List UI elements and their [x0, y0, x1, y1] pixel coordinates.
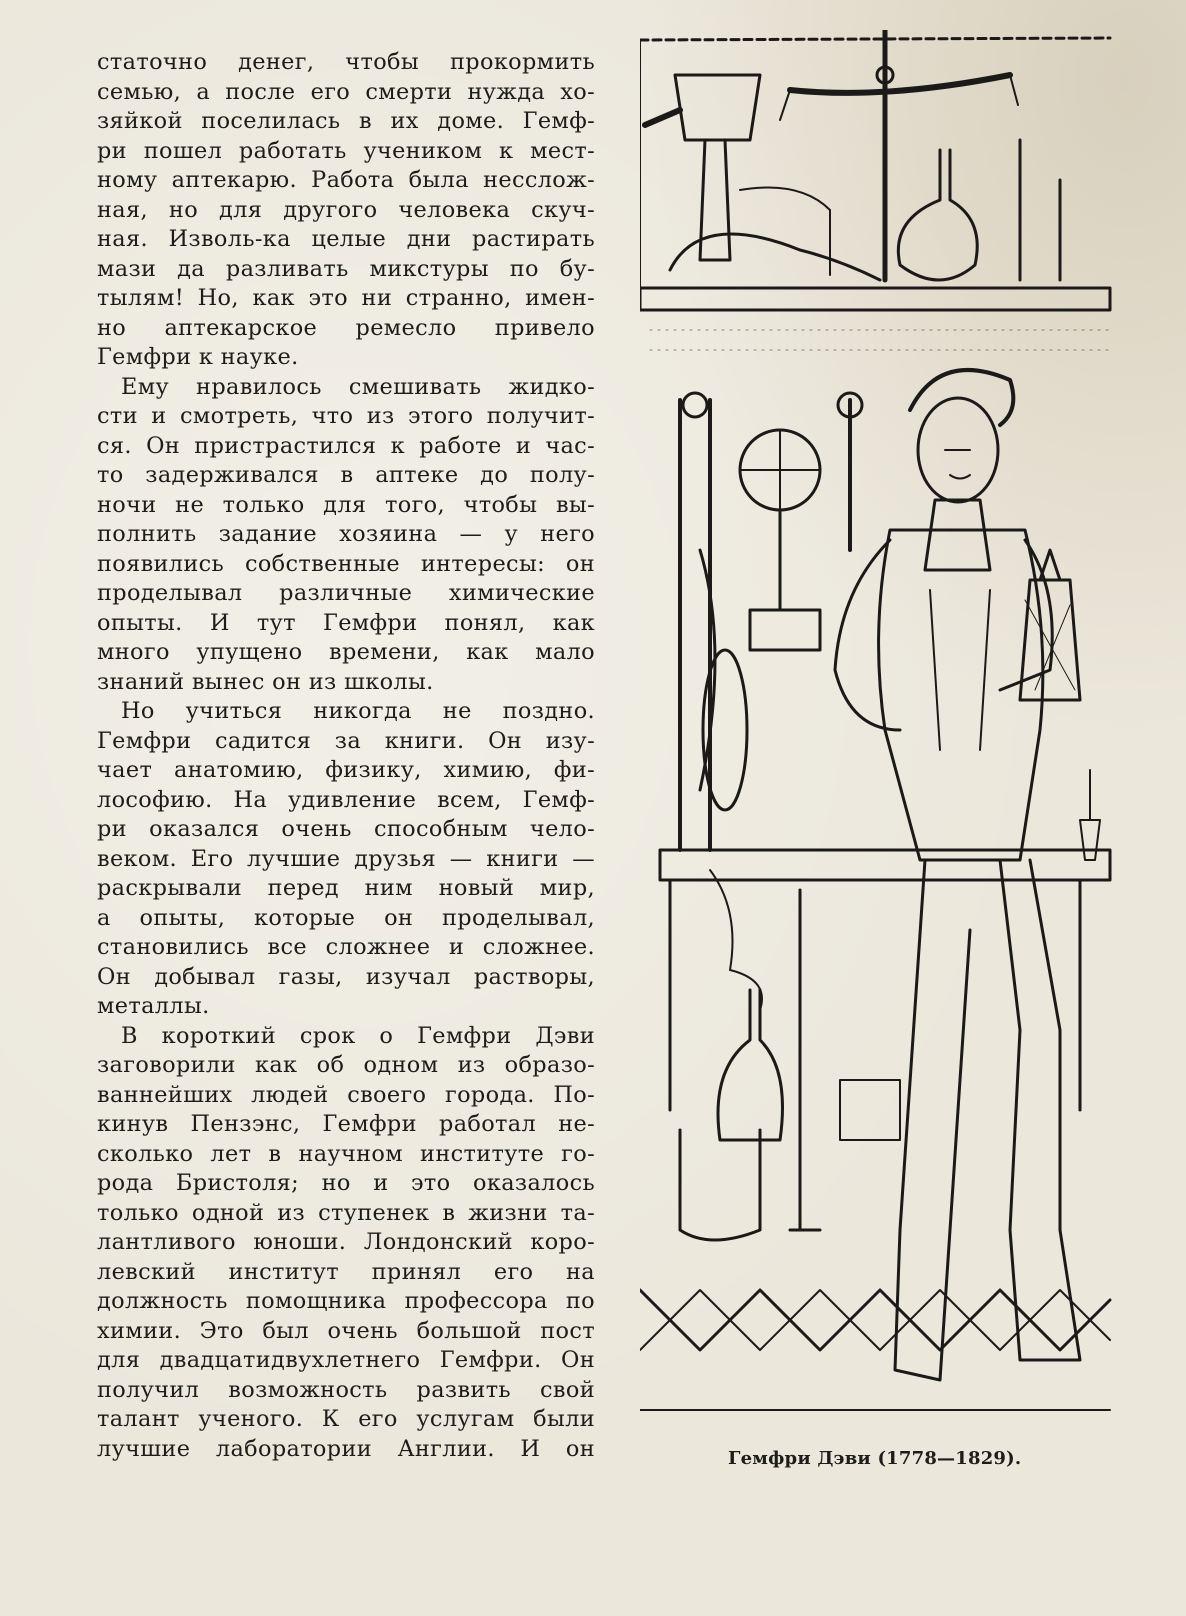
text-line: чает анатомию, физику, химию, фи-	[97, 757, 595, 783]
text-line: химии. Это был очень большой пост	[97, 1317, 595, 1344]
text-line: сти и смотреть, что из этого получит-	[97, 403, 595, 429]
text-line: ная. Изволь-ка целые дни растирать	[97, 226, 595, 252]
text-line: ная, но для другого человека скуч-	[97, 196, 595, 223]
text-line: много упущено времени, как мало	[97, 639, 595, 665]
text-line: проделывал различные химические	[97, 580, 595, 606]
text-line: левский институт принял его на	[97, 1258, 595, 1285]
humphry-davy-illustration	[640, 30, 1140, 1435]
text-line: раскрывали перед ним новый мир,	[97, 875, 595, 901]
text-line: ваннейших людей своего города. По-	[97, 1081, 595, 1108]
text-line: лософию. На удивление всем, Гемф-	[97, 786, 595, 813]
text-line: статочно денег, чтобы прокормить	[97, 49, 595, 75]
text-line: ному аптекарю. Работа была несслож-	[97, 167, 595, 193]
text-line: ся. Он пристрастился к работе и час-	[97, 432, 595, 459]
text-line: становились все сложнее и сложнее.	[97, 934, 595, 960]
text-line: Гемфри к науке.	[97, 344, 299, 370]
text-line: то задерживался в аптеке до полу-	[97, 462, 595, 488]
paragraph-start-line: Ему нравилось смешивать жидко-	[121, 373, 595, 400]
text-line: ночи не только для того, чтобы вы-	[97, 491, 595, 518]
text-line: опыты. И тут Гемфри понял, как	[97, 609, 595, 636]
text-line: а опыты, которые он проделывал,	[97, 904, 595, 931]
text-line: семью, а после его смерти нужда хо-	[97, 78, 595, 105]
text-line: ри пошел работать учеником к мест-	[97, 137, 595, 164]
paragraph-start-line: В короткий срок о Гемфри Дэви	[121, 1022, 595, 1049]
text-line: Гемфри садится за книги. Он изу-	[97, 727, 595, 754]
text-line: металлы.	[97, 993, 210, 1019]
text-line: мази да разливать микстуры по бу-	[97, 255, 595, 282]
text-line: сколько лет в научном институте го-	[97, 1140, 595, 1167]
text-line: Он добывал газы, изучал растворы,	[97, 963, 595, 990]
text-line: лучшие лаборатории Англии. И он	[97, 1435, 595, 1462]
text-line: только одной из ступенек в жизни та-	[97, 1199, 595, 1226]
text-line: для двадцатидвухлетнего Гемфри. Он	[97, 1347, 595, 1373]
text-line: веком. Его лучшие друзья — книги —	[97, 845, 595, 872]
article-text	[97, 48, 595, 1464]
text-line: кинув Пензэнс, Гемфри работал не-	[97, 1111, 595, 1137]
text-line: полнить задание хозяина — у него	[97, 521, 595, 547]
illustration-caption: Гемфри Дэви (1778—1829).	[728, 1448, 1022, 1469]
text-line: зяйкой поселилась в их доме. Гемф-	[97, 108, 595, 134]
text-line: тылям! Но, как это ни странно, имен-	[97, 285, 595, 311]
text-line: должность помощника профессора по	[97, 1288, 595, 1314]
paragraph-start-line: Но учиться никогда не поздно.	[121, 698, 595, 724]
text-line: заговорили как об одном из образо-	[97, 1052, 595, 1078]
text-line: ри оказался очень способным чело-	[97, 816, 595, 842]
text-line: появились собственные интересы: он	[97, 550, 595, 577]
text-line: знаний вынес он из школы.	[97, 668, 434, 695]
text-line: лантливого юноши. Лондонский коро-	[97, 1229, 595, 1255]
text-line: но аптекарское ремесло привело	[97, 314, 595, 341]
text-line: получил возможность развить свой	[97, 1376, 595, 1403]
text-line: рода Бристоля; но и это оказалось	[97, 1170, 595, 1196]
text-line: талант ученого. К его услугам были	[97, 1406, 595, 1432]
